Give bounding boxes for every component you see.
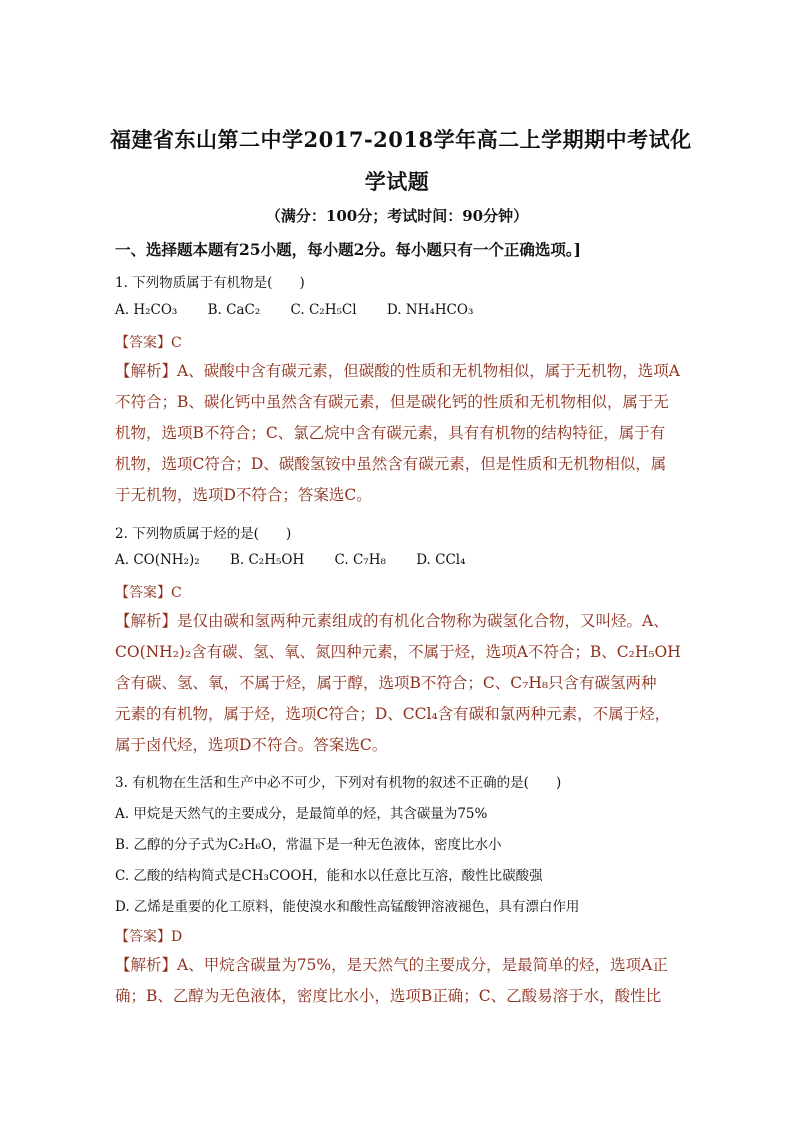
question-2-answer: 【答案】C: [115, 585, 182, 601]
q2-option-a: A. CO(NH₂)₂: [115, 552, 200, 568]
question-2-explanation: [115, 606, 680, 761]
q3-option-c: C. 乙酸的结构简式是CH₃COOH，能和水以任意比互溶，酸性比碳酸强: [115, 868, 543, 884]
q1-explanation-line: 【解析】A、碳酸中含有碳元素，但碳酸的性质和无机物相似，属于无机物，选项A: [115, 362, 680, 380]
q2-explanation-line: 元素的有机物，属于烃，选项C符合；D、CCl₄含有碳和氯两种元素，不属于烃，: [115, 705, 671, 723]
q1-option-c: C. C₂H₅Cl: [290, 302, 357, 318]
doc-title-line2: 学试题: [364, 169, 430, 194]
section-heading: 一、选择题本题有25小题，每小题2分。每小题只有一个正确选项。]: [115, 240, 581, 259]
q3-option-b: B. 乙醇的分子式为C₂H₆O，常温下是一种无色液体，密度比水小: [115, 837, 502, 853]
q1-explanation-line: 机物，选项C符合；D、碳酸氢铵中虽然含有碳元素，但是性质和无机物相似，属: [115, 455, 667, 473]
q1-explanation-line: 于无机物，选项D不符合；答案选C。: [115, 486, 372, 504]
q2-option-b: B. C₂H₅OH: [229, 552, 305, 568]
question-1-stem: 1. 下列物质属于有机物是( ): [115, 275, 305, 291]
q3-option-a: A. 甲烷是天然气的主要成分，是最简单的烃，其含碳量为75%: [115, 806, 488, 822]
q3-explanation-line: 确；B、乙醇为无色液体，密度比水小，选项B正确；C、乙酸易溶于水，酸性比: [115, 987, 662, 1005]
question-1-explanation: [115, 356, 680, 511]
question-2-stem: 2. 下列物质属于烃的是( ): [115, 526, 292, 542]
q2-explanation-line: 属于卤代烃，选项D不符合。答案选C。: [115, 736, 388, 754]
q1-option-d: D. NH₄HCO₃: [386, 302, 474, 318]
q2-explanation-line: 含有碳、氢、氧，不属于烃，属于醇，选项B不符合；C、C₇H₈只含有碳氢两种: [115, 674, 657, 692]
q2-option-d: D. CCl₄: [416, 552, 466, 568]
question-1-answer: 【答案】C: [115, 335, 182, 351]
doc-title-line1: 福建省东山第二中学2017-2018学年高二上学期期中考试化: [110, 127, 692, 152]
q1-option-b: B. CaC₂: [207, 302, 261, 318]
q1-explanation-line: 不符合；B、碳化钙中虽然含有碳元素，但是碳化钙的性质和无机物相似，属于无: [115, 393, 669, 411]
q2-explanation-line: 【解析】是仅由碳和氢两种元素组成的有机化合物称为碳氢化合物，又叫烃。A、: [115, 612, 669, 630]
question-3-stem: 3. 有机物在生活和生产中必不可少，下列对有机物的叙述不正确的是( ): [115, 775, 562, 791]
q1-explanation-line: 机物，选项B不符合；C、氯乙烷中含有碳元素，具有有机物的结构特征，属于有: [115, 424, 666, 442]
q3-option-d: D. 乙烯是重要的化工原料，能使溴水和酸性高锰酸钾溶液褪色，具有漂白作用: [115, 899, 580, 915]
q2-explanation-line: CO(NH₂)₂含有碳、氢、氧、氮四种元素，不属于烃，选项A不符合；B、C₂H₅OH: [115, 643, 681, 661]
q1-option-a: A. H₂CO₃: [115, 302, 178, 318]
question-1-options: [115, 302, 499, 318]
question-3-answer: 【答案】D: [115, 929, 183, 945]
q2-option-c: C. C₇H₈: [334, 552, 386, 568]
question-3-explanation: [115, 950, 680, 1012]
exam-info: （满分：100分；考试时间：90分钟）: [265, 207, 529, 225]
q3-explanation-line: 【解析】A、甲烷含碳量为75%，是天然气的主要成分，是最简单的烃，选项A正: [115, 956, 668, 974]
question-2-options: [115, 552, 492, 568]
